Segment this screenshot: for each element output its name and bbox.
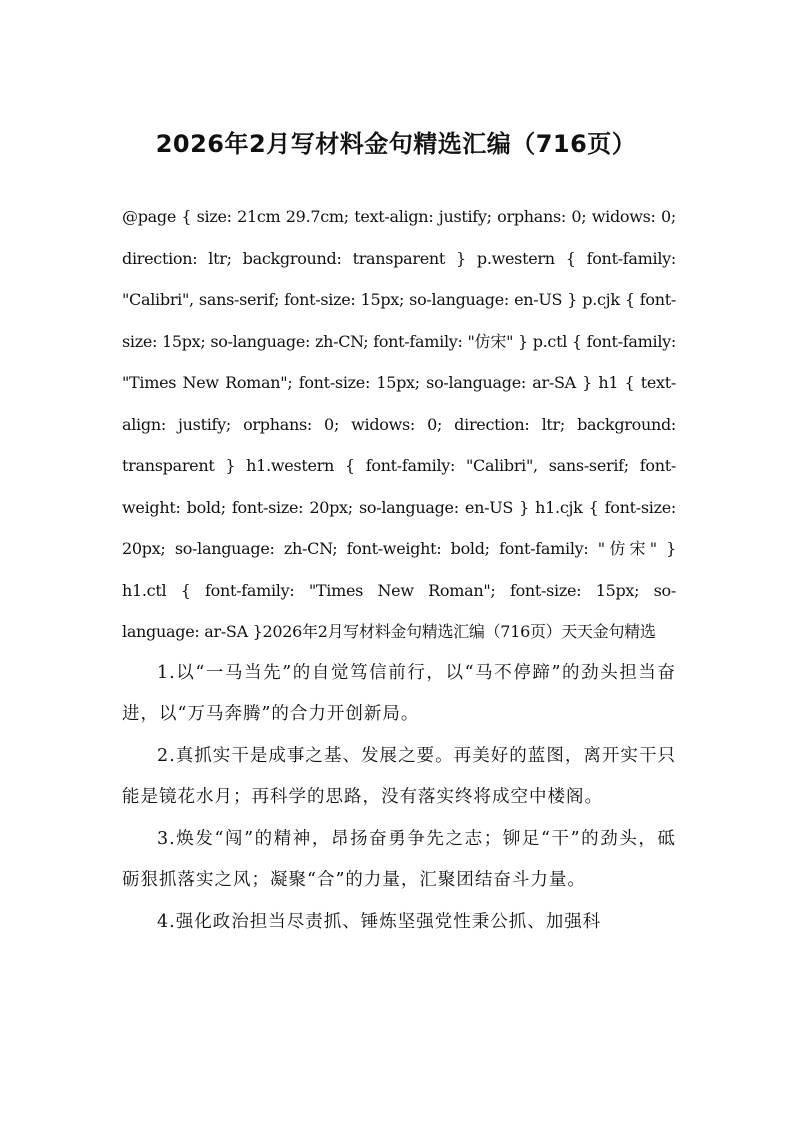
- paragraph-2: 2.真抓实干是成事之基、发展之要。再美好的蓝图，离开实干只能是镜花水月；再科学的思路，没有落实终将成空中楼阁。: [122, 745, 676, 807]
- document-title: 2026年2月写材料金句精选汇编（716页）: [155, 130, 637, 158]
- raw-style-text: @page { size: 21cm 29.7cm; text-align: justify; orphans: 0; widows: 0; direction: ltr; background: transparent } p.western { font-family: "Calibri", sans-serif; font-size: 15px; so-language: en-US } p.cjk { font-size: 15px; so-language: zh-CN; font-family: "仿宋" } p.ctl { font-family: "Times New Roman"; font-size: 15px; so-language: ar-SA } h1 { text-align: justify; orphans: 0; widows: 0; direction: ltr; background: transparent } h1.western { font-family: "Calibri", sans-serif; font-weight: bold; font-size: 20px; so-language: en-US } h1.cjk { font-size: 20px; so-language: zh-CN; font-weight: bold; font-family: "仿宋" } h1.ctl { font-family: "Times New Roman"; font-size: 15px; so-language: ar-SA }2026年2月写材料金句精选汇编（716页）天天金句精选: [122, 207, 676, 641]
- document-body: [122, 196, 676, 943]
- paragraph-1: 1.以“一马当先”的自觉笃信前行，以“马不停蹄”的劲头担当奋进，以“万马奔腾”的合力开创新局。: [122, 662, 676, 724]
- paragraph-3: 3.焕发“闯”的精神，昂扬奋勇争先之志；铆足“干”的劲头，砥砺狠抓落实之风；凝聚“合”的力量，汇聚团结奋斗力量。: [122, 828, 676, 890]
- paragraph-4: 4.强化政治担当尽责抓、锤炼坚强党性秉公抓、加强科: [157, 911, 602, 932]
